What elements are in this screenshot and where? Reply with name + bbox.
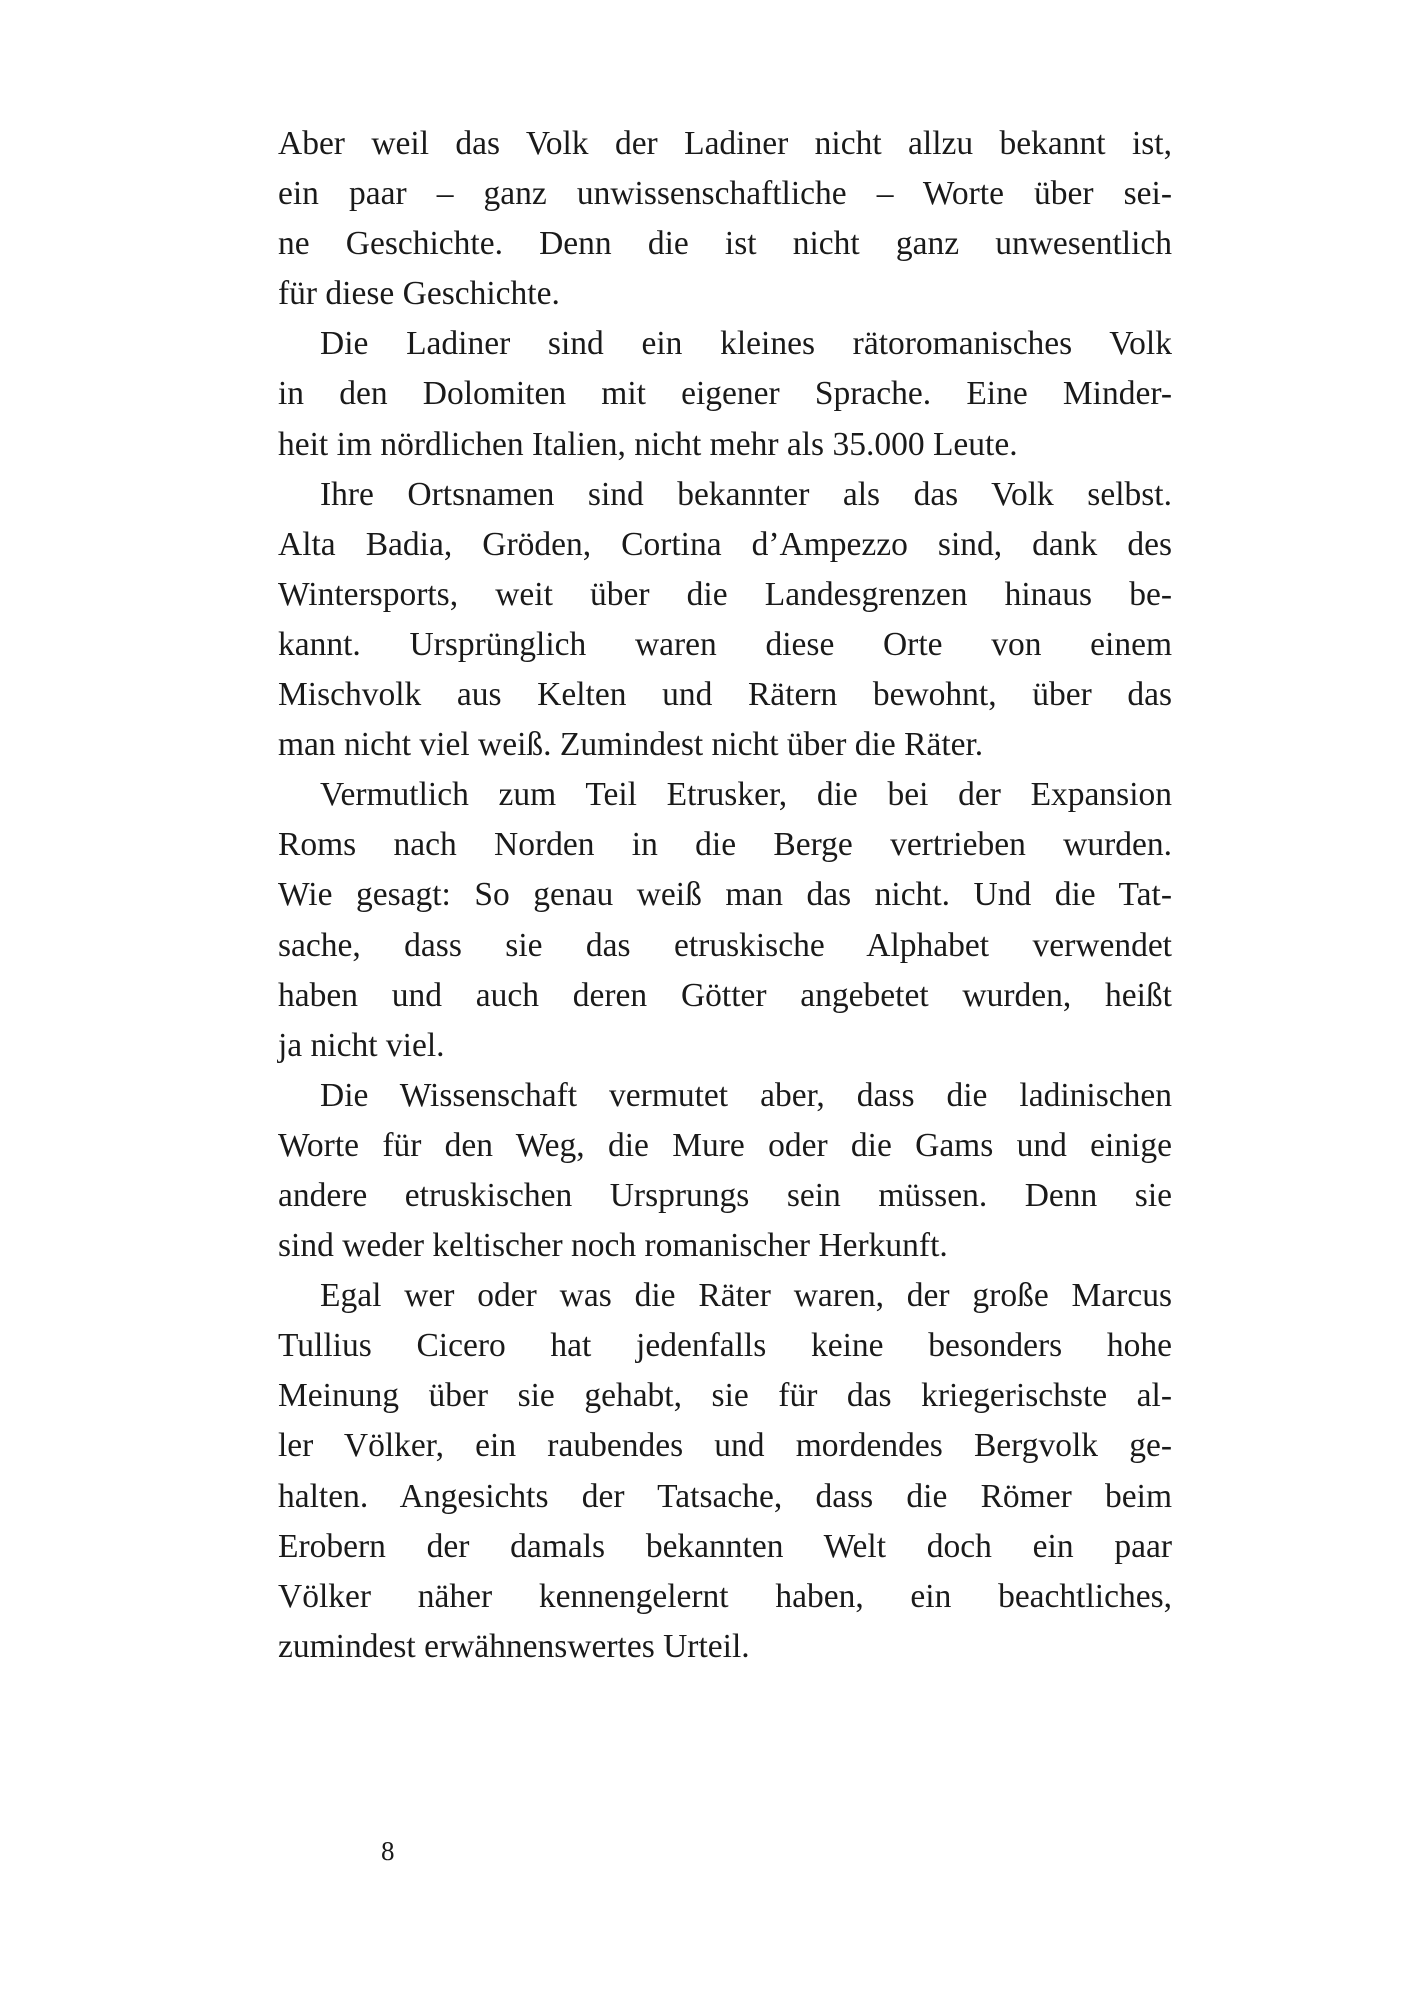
text-line: Worte für den Weg, die Mure oder die Gams und einige bbox=[278, 1126, 1172, 1164]
text-line: Die Ladiner sind ein kleines rätoromanisches Volk bbox=[320, 325, 1172, 363]
text-line: für diese Geschichte. bbox=[278, 275, 560, 313]
text-line: Aber weil das Volk der Ladiner nicht allzu bekannt ist, bbox=[278, 125, 1172, 162]
text-line: Mischvolk aus Kelten und Rätern bewohnt, über das bbox=[278, 676, 1172, 714]
text-line: sache, dass sie das etruskische Alphabet verwendet bbox=[278, 926, 1172, 964]
text-line: Vermutlich zum Teil Etrusker, die bei der Expansion bbox=[320, 776, 1172, 814]
page-number: 8 bbox=[381, 1836, 395, 1866]
text-line: zumindest erwähnenswertes Urteil. bbox=[278, 1627, 750, 1665]
body-text bbox=[278, 119, 1172, 1672]
text-line: Erobern der damals bekannten Welt doch ein paar bbox=[278, 1527, 1172, 1565]
paragraph bbox=[278, 119, 1172, 319]
text-line: Die Wissenschaft vermutet aber, dass die ladinischen bbox=[320, 1076, 1172, 1114]
text-line: halten. Angesichts der Tatsache, dass die Römer beim bbox=[278, 1477, 1172, 1515]
text-line: kannt. Ursprünglich waren diese Orte von einem bbox=[278, 625, 1172, 663]
text-line: Alta Badia, Gröden, Cortina d’Ampezzo sind, dank des bbox=[278, 525, 1172, 563]
paragraph bbox=[278, 770, 1172, 1071]
text-line: Ihre Ortsnamen sind bekannter als das Volk selbst. bbox=[320, 475, 1172, 513]
text-line: Völker näher kennengelernt haben, ein beachtliches, bbox=[278, 1577, 1172, 1615]
text-line: Tullius Cicero hat jedenfalls keine besonders hohe bbox=[278, 1327, 1172, 1365]
text-line: man nicht viel weiß. Zumindest nicht über die Räter. bbox=[278, 726, 984, 764]
text-line: ein paar – ganz unwissenschaftliche – Worte über sei- bbox=[278, 175, 1172, 213]
text-line: Roms nach Norden in die Berge vertrieben wurden. bbox=[278, 826, 1172, 864]
paragraph bbox=[278, 470, 1172, 771]
text-line: heit im nördlichen Italien, nicht mehr als 35.000 Leute. bbox=[278, 425, 1018, 463]
text-line: Egal wer oder was die Räter waren, der große Marcus bbox=[320, 1277, 1172, 1315]
text-line: Wintersports, weit über die Landesgrenzen hinaus be- bbox=[278, 575, 1172, 613]
paragraph bbox=[278, 1271, 1172, 1672]
text-line: ne Geschichte. Denn die ist nicht ganz unwesentlich bbox=[278, 225, 1172, 263]
text-line: sind weder keltischer noch romanischer Herkunft. bbox=[278, 1227, 948, 1265]
paragraph bbox=[278, 319, 1172, 469]
text-line: Meinung über sie gehabt, sie für das kriegerischste al- bbox=[278, 1377, 1172, 1415]
text-line: ler Völker, ein raubendes und mordendes Bergvolk ge- bbox=[278, 1427, 1172, 1465]
paragraph bbox=[278, 1071, 1172, 1271]
text-line: in den Dolomiten mit eigener Sprache. Eine Minder- bbox=[278, 375, 1172, 413]
text-line: Wie gesagt: So genau weiß man das nicht. Und die Tat- bbox=[278, 876, 1172, 914]
text-line: ja nicht viel. bbox=[278, 1026, 445, 1064]
text-line: haben und auch deren Götter angebetet wurden, heißt bbox=[278, 976, 1172, 1014]
text-line: andere etruskischen Ursprungs sein müssen. Denn sie bbox=[278, 1176, 1172, 1214]
